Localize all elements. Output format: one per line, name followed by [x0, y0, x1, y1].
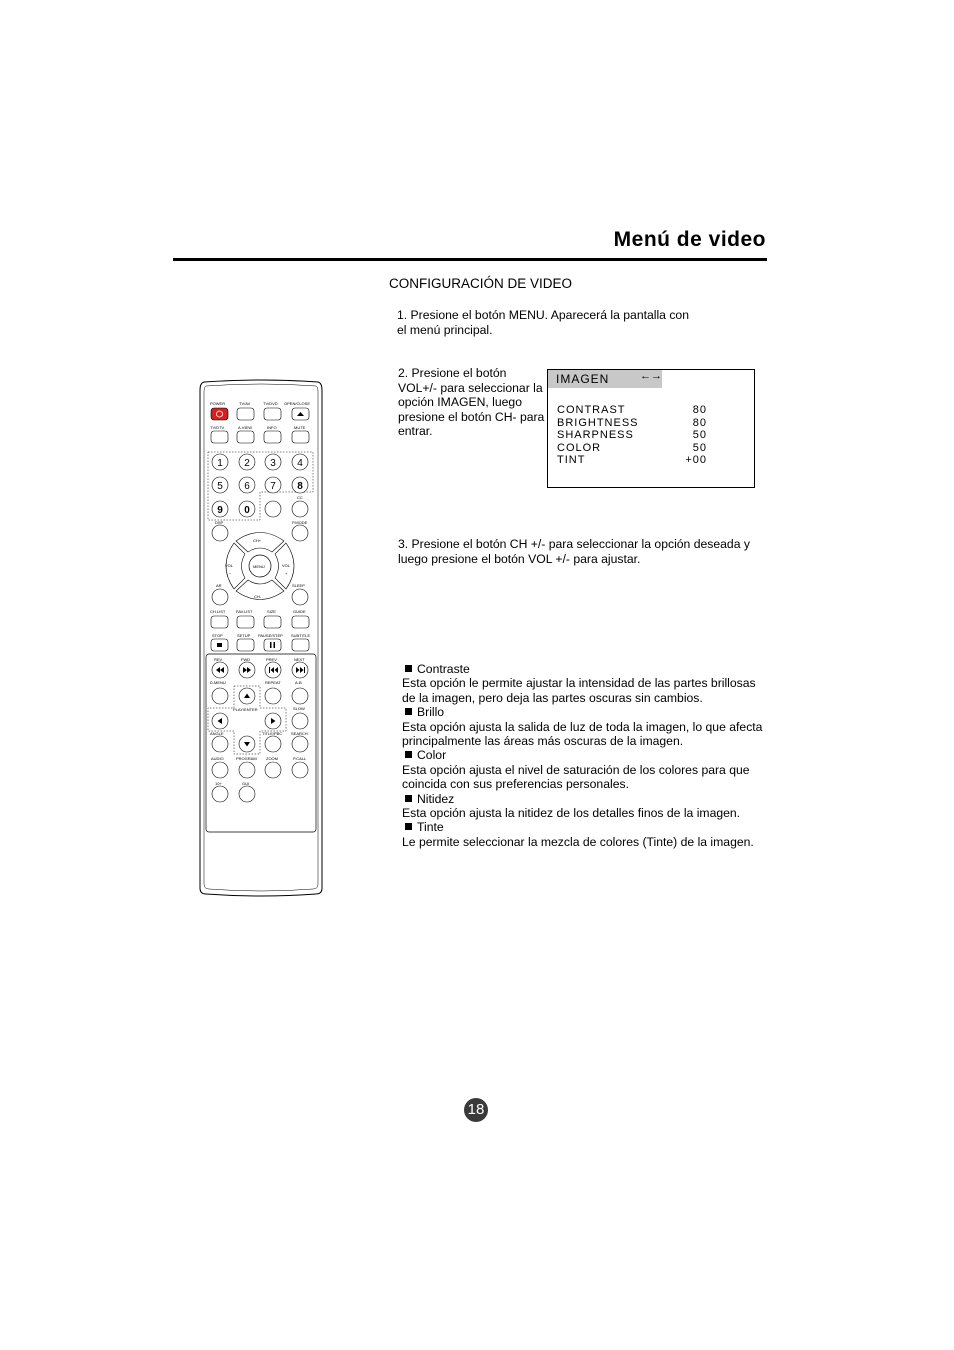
osd-row-name: CONTRAST [557, 404, 626, 416]
desc-text-tinte: Le permite seleccionar la mezcla de colores (Tinte) de la imagen. [402, 834, 754, 849]
desc-text-nitidez: Esta opción ajusta la nitidez de los detalles finos de la imagen. [402, 806, 741, 821]
desc-heading-brillo [402, 705, 772, 719]
pause-icon-bar [274, 642, 276, 648]
remote-label-stop: STOP [212, 633, 223, 638]
ab-button[interactable] [292, 688, 308, 704]
osd-row-name: BRIGHTNESS [557, 416, 639, 429]
remote-label-play: PLAY/ENTER [233, 707, 258, 712]
remote-control-illustration [196, 378, 326, 898]
remote-label-zoom: ZOOM [266, 756, 278, 761]
title-pbc-button[interactable] [265, 736, 281, 752]
remote-label-rev: REV [214, 657, 223, 662]
remote-label-slow: SLOW [293, 706, 305, 711]
desc-heading-contraste [402, 662, 772, 676]
ch-up-label: CH+ [253, 538, 262, 543]
osd-row-sharpness [557, 429, 707, 442]
10plus-button[interactable] [212, 786, 228, 802]
page-title: Menú de video [613, 228, 766, 251]
cc-button[interactable] [292, 501, 308, 517]
remote-label-mute: MUTE [294, 425, 306, 430]
osd-row-name: COLOR [557, 441, 602, 454]
pause-step-button[interactable] [264, 639, 281, 651]
tvav-button[interactable] [237, 408, 254, 420]
pause-icon [270, 642, 272, 648]
desc-heading-text: Nitidez [417, 791, 455, 806]
remote-label-pcall: P.CALL [293, 756, 307, 761]
subtitle-button[interactable] [292, 639, 309, 651]
digit-2-label: 2 [244, 458, 250, 469]
remote-label-tvav: TV/AV [239, 401, 251, 406]
desc-heading-text: Color [417, 748, 447, 763]
dash-button[interactable] [265, 501, 281, 517]
left-right-arrows-icon: ←→ [640, 370, 662, 382]
remote-label-subtitle: SUBTITLE [291, 633, 311, 638]
digit-7-label: 7 [270, 481, 276, 492]
chlist-button[interactable] [211, 616, 228, 628]
favlist-button[interactable] [237, 616, 254, 628]
desc-text-color: Esta opción ajusta el nivel de saturación de los colores para que coincida con sus preferencias personales. [402, 762, 750, 792]
step-3-text: 3. Presione el botón CH +/- para seleccionar la opción deseada y luego presione el botón VOL +/- para ajustar. [398, 537, 750, 566]
desc-heading-nitidez [402, 792, 772, 806]
pcall-button[interactable] [292, 762, 308, 778]
remote-label-dmenu: D.MENU [210, 680, 226, 685]
angle-button[interactable] [212, 736, 228, 752]
tvdvd-button[interactable] [264, 408, 281, 420]
remote-label-aview: A.VIEW [238, 425, 253, 430]
menu-label: MENU [253, 564, 265, 569]
bullet-square-icon [405, 823, 412, 830]
section-title: CONFIGURACIÓN DE VIDEO [389, 276, 573, 291]
desc-heading-color [402, 748, 772, 762]
page-number: 18 [464, 1098, 488, 1122]
size-button[interactable] [264, 616, 281, 628]
digit-3-label: 3 [270, 458, 276, 469]
search-button[interactable] [292, 736, 308, 752]
osd-row-tint [557, 454, 707, 467]
remote-label-chlist: CH.LIST [210, 609, 226, 614]
remote-label-size: SIZE [267, 609, 276, 614]
digit-6-label: 6 [244, 481, 250, 492]
step-2-text: 2. Presione el botón VOL+/- para seleccionar la opción IMAGEN, luego presione el botón CH- para entrar. [398, 366, 545, 438]
osd-row-contrast [557, 404, 707, 417]
remote-label-power: POWER [210, 401, 226, 406]
remote-label-ar: AR [216, 583, 222, 588]
remote-label-tvdvd: TV/DVD [263, 401, 278, 406]
remote-label-10plus: 10+ [215, 781, 222, 786]
osd-row-value: +00 [685, 454, 707, 466]
osd-row-name: SHARPNESS [557, 429, 634, 441]
remote-label-tvdtv: TV/DTV [210, 425, 225, 430]
vol-right-label: VOL [282, 563, 291, 568]
remote-label-sleep: SLEEP [292, 583, 305, 588]
osd-row-value: 80 [692, 416, 707, 429]
setup-button[interactable] [237, 639, 254, 651]
digit-0-label: 0 [244, 505, 250, 516]
remote-label-repeat: REPEAT [265, 680, 281, 685]
digit-1-label: 1 [217, 458, 223, 469]
remote-label-gui: GUI [242, 781, 250, 786]
step-1-text: 1. Presione el botón MENU. Aparecerá la pantalla con el menú principal. [397, 308, 689, 337]
repeat-button[interactable] [265, 688, 281, 704]
osd-row-color [557, 442, 707, 455]
vol-left-label: VOL [225, 563, 234, 568]
remote-label-next: NEXT [294, 657, 305, 662]
vol-plus-sign: + [285, 571, 288, 576]
desc-text-brillo: Esta opción ajusta la salida de luz de toda la imagen, lo que afecta principalmente las áreas más oscuras de la imagen. [402, 719, 763, 749]
audio-button[interactable] [212, 762, 228, 778]
aview-button[interactable] [237, 431, 254, 443]
desc-heading-text: Contraste [417, 662, 470, 676]
ar-button[interactable] [212, 589, 228, 605]
ch-down-label: CH- [254, 594, 262, 599]
osd-header [548, 370, 662, 388]
remote-label-pmode: P.MODE [292, 520, 308, 525]
gui-button[interactable] [239, 786, 255, 802]
osd-menu-illustration [547, 369, 755, 488]
remote-label-guide: GUIDE [293, 609, 306, 614]
remote-label-openclose: OPEN/CLOSE [284, 401, 311, 406]
remote-label-dsp: DSP [215, 520, 224, 525]
dsp-button[interactable] [212, 525, 228, 541]
remote-label-favlist: FAV.LIST [236, 609, 253, 614]
bullet-square-icon [405, 665, 412, 672]
zoom-button[interactable] [265, 762, 281, 778]
remote-label-search: SEARCH [291, 731, 308, 736]
bullet-square-icon [405, 751, 412, 758]
info-button[interactable] [264, 431, 281, 443]
osd-row-name: TINT [557, 454, 586, 466]
remote-label-cc: CC [297, 495, 303, 500]
vol-minus-sign: − [229, 571, 232, 576]
desc-text-contraste: Esta opción le permite ajustar la intensidad de las partes brillosas de la imagen, pero deja las partes oscuras sin cambios. [402, 676, 756, 705]
remote-label-audio: AUDIO [211, 756, 224, 761]
remote-label-angle: ANGLE [210, 731, 224, 736]
guide-button[interactable] [292, 616, 309, 628]
osd-title: IMAGEN [556, 372, 610, 386]
remote-label-fwd: FWD [241, 657, 251, 662]
remote-label-setup: SETUP [237, 633, 251, 638]
osd-row-brightness [557, 417, 707, 430]
desc-heading-text: Brillo [417, 705, 445, 720]
remote-label-pausestep: PAUSE/STEP [258, 633, 283, 638]
slow-button[interactable] [292, 713, 308, 729]
remote-label-titlepbc: TITLE/PBC [262, 731, 283, 736]
stop-icon [217, 643, 222, 647]
osd-row-value: 50 [692, 441, 707, 454]
desc-heading-tinte [402, 820, 772, 834]
bullet-square-icon [405, 708, 412, 715]
option-descriptions [402, 662, 772, 849]
bullet-square-icon [405, 795, 412, 802]
header-rule [173, 258, 767, 261]
digit-4-label: 4 [297, 458, 303, 469]
pmode-button[interactable] [292, 525, 308, 541]
dmenu-button[interactable] [212, 688, 228, 704]
remote-label-ab: A-B [295, 680, 302, 685]
digit-8-label: 8 [297, 481, 303, 492]
digit-9-label: 9 [217, 505, 223, 516]
program-button[interactable] [239, 762, 255, 778]
tvdtv-button[interactable] [211, 431, 228, 443]
mute-button[interactable] [292, 431, 309, 443]
remote-label-program: PROGRAM [236, 756, 257, 761]
desc-heading-text: Tinte [417, 820, 444, 835]
remote-label-prev: PREV [266, 657, 277, 662]
osd-row-value: 50 [692, 429, 707, 441]
digit-5-label: 5 [217, 481, 223, 492]
osd-row-value: 80 [692, 404, 707, 416]
power-button[interactable] [211, 408, 228, 420]
sleep-button[interactable] [292, 589, 308, 605]
remote-label-info: INFO [267, 425, 277, 430]
